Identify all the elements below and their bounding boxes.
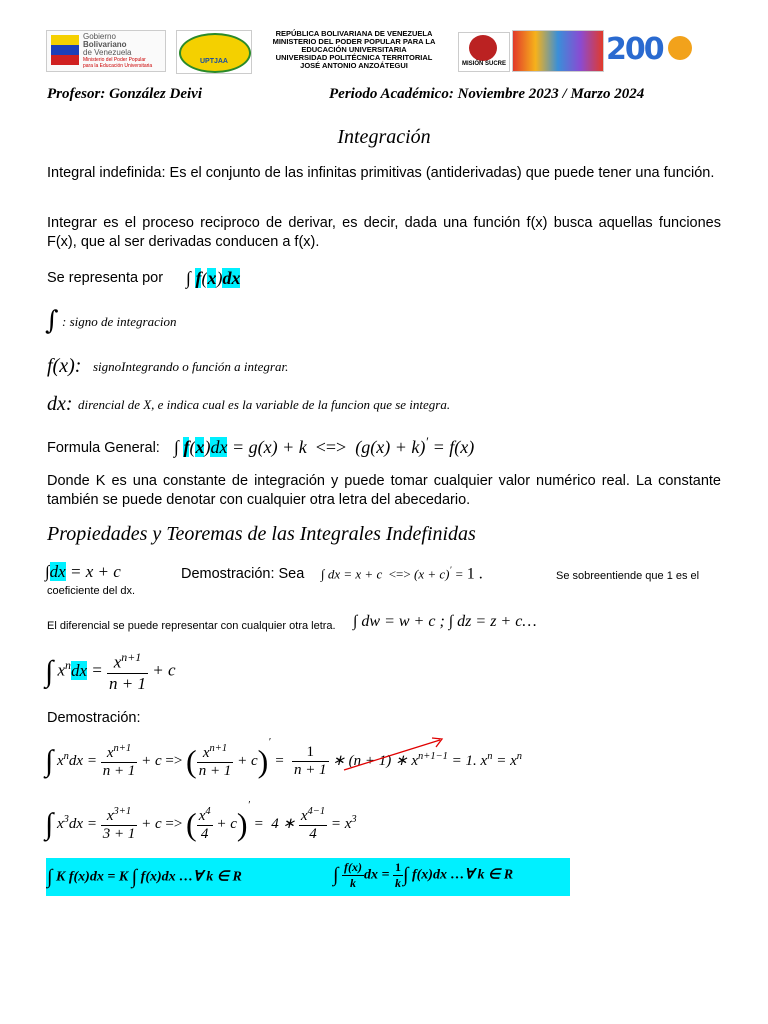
diff-note: El diferencial se puede representar con cualquier otra letra. — [47, 620, 336, 632]
inst-line-3: EDUCACIÓN UNIVERSITARIA — [301, 45, 407, 54]
dx-desc: direncial de X, e indica cual es la variable de la funcion que se integra. — [78, 397, 451, 412]
colorful-logo — [512, 30, 604, 72]
constant-property-2: ∫ $\frac{f(x)}{k}$ dx = $\frac{1}{k}$ ∫ f(x)dx …∀ k ∈ R — [333, 860, 514, 890]
note-coefficient-b: coeficiente del dx. — [47, 585, 136, 597]
institution-block — [256, 30, 452, 70]
formula-label: Formula General: — [47, 440, 160, 456]
logo1-line2: Bolivariano — [83, 40, 127, 49]
demo-label: Demostración: Sea — [181, 566, 305, 582]
logo1-line5: para la Educación Universitaria — [83, 63, 153, 69]
constant-property-1: ∫ K f(x)dx = K ∫ f(x)dx …∀ k ∈ R — [47, 866, 242, 888]
paragraph-definition: Integral indefinida: Es el conjunto de las infinitas primitivas (antiderivadas) que puede tener una función. — [47, 165, 715, 181]
represent-formula: ∫ f(x)dx — [186, 268, 241, 288]
uptjaa-logo — [176, 30, 252, 74]
note-coefficient: Se sobreentiende que 1 es el — [556, 570, 700, 582]
general-formula: ∫ f(x)dx = g(x) + k <=> (g(x) + k)′ = f(x) — [174, 435, 475, 457]
page-title: Integración — [337, 126, 431, 148]
inst-line-1: REPÚBLICA BOLIVARIANA DE VENEZUELA — [275, 29, 433, 38]
logo1-line4: Ministerio del Poder Popular — [83, 57, 146, 63]
flag-icon — [51, 35, 79, 65]
represent-label: Se representa por — [47, 270, 164, 286]
paragraph-constant: Donde K es una constante de integración y puede tomar cualquier valor numérico real. La constante también se puede denotar con cualquier otra letra del abecedario. — [47, 473, 721, 508]
professor-name: Profesor: González Deivi — [47, 86, 202, 102]
power-demo-1: ∫ $x^ndx$ = $\frac{x^{n+1}}{n + 1}$ + c => ( $\frac{x^{n+1}}{n + 1}$ + c)′ = $\frac{1}{n + 1}$ ∗ (n + 1) ∗ $x^{n+1-1} = 1$. $x^n = x^n$ — [45, 737, 523, 780]
integral-sign-desc: : signo de integracion — [62, 314, 177, 329]
cancel-arrow — [340, 734, 450, 774]
logo1-line1: Gobierno — [83, 32, 116, 41]
diff-formula: ∫ dw = w + c ; ∫ dz = z + c… — [353, 613, 537, 630]
fx-desc: signoIntegrando o función a integrar. — [93, 359, 289, 374]
fx-label: f(x): — [47, 355, 82, 377]
power-rule: ∫ $x^ndx$ = $\frac{x^{n+1}}{n + 1}$ + c — [45, 650, 176, 693]
section-title: Propiedades y Teoremas de las Integrales Indefinidas — [47, 523, 476, 545]
demo-formula: ∫ dx = x + c <=> (x + c)′ = 1 . — [321, 565, 483, 583]
property-dx: ∫dx = x + c — [45, 562, 121, 581]
logo3-text: MISIÓN SUCRE — [461, 61, 506, 67]
logo5-text: 200 — [606, 32, 663, 67]
dx-label: dx: — [47, 393, 73, 415]
bicentenario-logo — [606, 30, 696, 70]
demo2-label: Demostración: — [47, 710, 141, 726]
mision-sucre-logo — [458, 32, 510, 72]
inst-line-2: MINISTERIO DEL PODER POPULAR PARA LA — [272, 37, 436, 46]
academic-period: Periodo Académico: Noviembre 2023 / Marzo 2024 — [329, 86, 645, 102]
logo2-text: UPTJAA — [199, 58, 228, 65]
logo1-line3: de Venezuela — [83, 48, 132, 57]
gobierno-logo — [46, 30, 166, 72]
integral-sign-icon: ∫ — [45, 306, 59, 336]
power-demo-2: ∫ $x^3dx$ = $\frac{x^{3+1}}{3 + 1}$ + c => ( $\frac{x^4}{4}$ + c)′ = 4 ∗ $\frac{x^{4-1}}{4}$ = $x^3$ — [45, 800, 357, 843]
paragraph-integration: Integrar es el proceso reciproco de derivar, es decir, dada una función f(x) busca aquellas funciones F(x), que al ser derivadas conducen a f(x). — [47, 215, 721, 250]
inst-line-5: JOSÉ ANTONIO ANZOÁTEGUI — [300, 61, 408, 70]
inst-line-4: UNIVERSIDAD POLITÉCNICA TERRITORIAL — [275, 53, 433, 62]
represent-line — [47, 270, 163, 286]
